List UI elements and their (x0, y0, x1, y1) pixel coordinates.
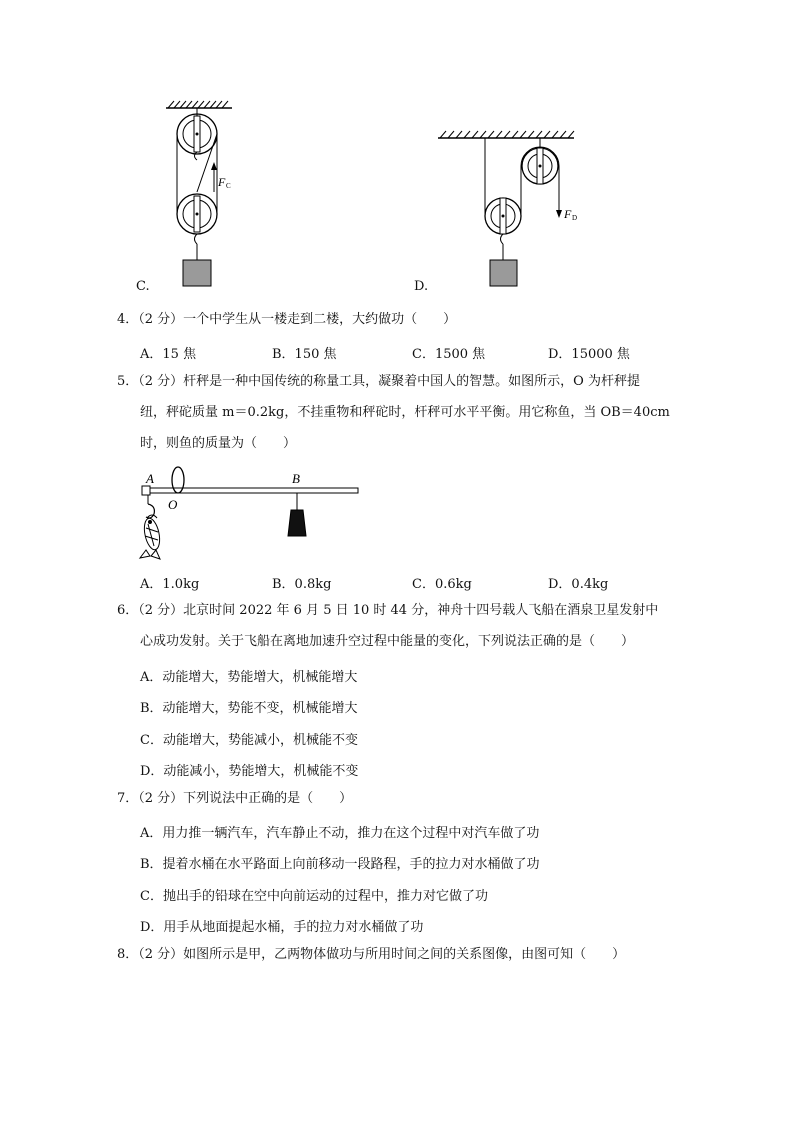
q5-line-1: 5．（2 分）杆秤是一种中国传统的称量工具，凝聚着中国人的智慧。如图所示，O 为杆秤提 (117, 374, 640, 389)
q4-stem: 4．（2 分）一个中学生从一楼走到二楼，大约做功（ ） (117, 312, 457, 327)
figure-d-svg (430, 128, 600, 294)
figure-c-pulley (136, 96, 256, 296)
q4-option-d: D．15000 焦 (548, 347, 630, 362)
q6-line-2: 心成功发射。关于飞船在离地加速升空过程中能量的变化，下列说法正确的是（ ） (140, 634, 635, 649)
q5-line-2: 纽，秤砣质量 m＝0.2kg，不挂重物和秤砣时，杆秤可水平平衡。用它称鱼，当 OB＝40cm (140, 405, 670, 420)
q7-option-d: D．用手从地面提起水桶，手的拉力对水桶做了功 (140, 920, 424, 935)
force-d-label: F (564, 207, 572, 221)
q4-option-b: B．150 焦 (272, 347, 337, 362)
q6-option-c: C．动能增大，势能减小，机械能不变 (140, 733, 358, 748)
force-d-subscript: D (572, 214, 578, 222)
figure-c-svg (136, 96, 256, 296)
q4-option-a: A．15 焦 (140, 347, 197, 362)
steelyard-svg (132, 466, 364, 560)
q5-option-a: A．1.0kg (140, 577, 200, 592)
force-c-subscript: C (226, 182, 231, 190)
figure-d-option-label: D. (414, 279, 429, 294)
figure-steelyard (132, 466, 364, 560)
q6-option-a: A．动能增大，势能增大，机械能增大 (140, 670, 358, 685)
q5-option-b: B．0.8kg (272, 577, 332, 592)
q5-option-d: D．0.4kg (548, 577, 609, 592)
q8-stem: 8．（2 分）如图所示是甲，乙两物体做功与所用时间之间的关系图像，由图可知（ ） (117, 947, 626, 962)
q7-option-c: C．抛出手的铅球在空中向前运动的过程中，推力对它做了功 (140, 889, 488, 904)
label-o: O (168, 497, 178, 512)
q7-option-b: B．提着水桶在水平路面上向前移动一段路程，手的拉力对水桶做了功 (140, 857, 540, 872)
q6-line-1: 6．（2 分）北京时间 2022 年 6 月 5 日 10 时 44 分，神舟十四号载人飞船在酒泉卫星发射中 (117, 603, 659, 618)
figure-d-pulley (430, 128, 600, 294)
q5-line-3: 时，则鱼的质量为（ ） (140, 436, 297, 451)
force-c-label: F (218, 175, 226, 189)
label-b: B (292, 471, 300, 486)
q4-option-c: C．1500 焦 (412, 347, 486, 362)
figure-c-option-label: C. (136, 279, 150, 294)
label-a: A (146, 471, 154, 486)
q5-option-c: C．0.6kg (412, 577, 472, 592)
q7-stem: 7．（2 分）下列说法中正确的是（ ） (117, 791, 353, 806)
q6-option-b: B．动能增大，势能不变，机械能增大 (140, 701, 358, 716)
q7-option-a: A．用力推一辆汽车，汽车静止不动，推力在这个过程中对汽车做了功 (140, 826, 540, 841)
q6-option-d: D．动能减小，势能增大，机械能不变 (140, 764, 359, 779)
